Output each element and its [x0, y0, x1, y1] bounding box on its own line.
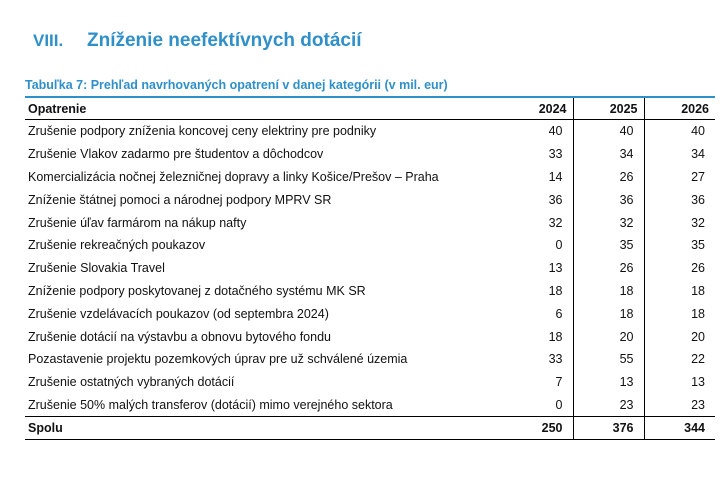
value-2026-cell: 40 — [691, 124, 705, 139]
value-2024-cell: 33 — [497, 348, 573, 371]
value-2024-cell: 0 — [497, 394, 573, 417]
value-2025-cell: 18 — [573, 280, 644, 303]
value-2024-cell: 14 — [497, 166, 573, 189]
value-2025-cell: 40 — [573, 120, 644, 143]
value-2024-cell: 32 — [497, 211, 573, 234]
column-header-2024: 2024 — [497, 98, 573, 120]
measure-cell: Zníženie podpory poskytovanej z dotačného systému MK SR — [28, 283, 366, 298]
value-2026-cell: 26 — [691, 261, 705, 276]
value-2024-cell: 40 — [497, 120, 573, 143]
column-header-measure: Opatrenie — [25, 98, 497, 120]
column-header-2025: 2025 — [573, 98, 644, 120]
table-row — [25, 211, 715, 234]
measure-cell: Pozastavenie projektu pozemkových úprav pre už schválené územia — [28, 352, 408, 367]
measure-cell: Zrušenie rekreačných poukazov — [28, 238, 206, 253]
measure-cell: Zrušenie úľav farmárom na nákup nafty — [28, 215, 247, 230]
value-2025-cell: 34 — [573, 143, 644, 166]
table-row — [25, 348, 715, 371]
table-row — [25, 257, 715, 280]
value-2026-cell: 35 — [691, 238, 705, 253]
value-2025-cell: 26 — [573, 257, 644, 280]
value-2025-cell: 23 — [573, 394, 644, 417]
value-2026-cell: 20 — [691, 329, 705, 344]
measure-cell: Zrušenie vzdelávacích poukazov (od septembra 2024) — [28, 306, 329, 321]
total-2024-cell: 250 — [497, 417, 573, 440]
table-row — [25, 166, 715, 189]
table-row — [25, 325, 715, 348]
measure-cell: Zrušenie podpory zníženia koncovej ceny elektriny pre podniky — [28, 124, 377, 139]
measure-cell: Zníženie štátnej pomoci a národnej podpory MPRV SR — [28, 192, 332, 207]
value-2025-cell: 36 — [573, 188, 644, 211]
total-2025-cell: 376 — [573, 417, 644, 440]
table-caption: Tabuľka 7: Prehľad navrhovaných opatrení v danej kategórii (v mil. eur) — [25, 78, 448, 92]
value-2026-cell: 32 — [691, 215, 705, 230]
table-row — [25, 188, 715, 211]
measure-cell: Zrušenie Vlakov zadarmo pre študentov a dôchodcov — [28, 147, 324, 162]
value-2024-cell: 6 — [497, 302, 573, 325]
value-2026-cell: 22 — [691, 352, 705, 367]
value-2024-cell: 36 — [497, 188, 573, 211]
value-2024-cell: 7 — [497, 371, 573, 394]
value-2025-cell: 18 — [573, 302, 644, 325]
table-row — [25, 280, 715, 303]
value-2026-cell: 34 — [691, 147, 705, 162]
value-2024-cell: 13 — [497, 257, 573, 280]
total-2026-cell: 344 — [644, 417, 715, 440]
table-header-row — [25, 98, 715, 120]
table-row — [25, 371, 715, 394]
measure-cell: Zrušenie dotácií na výstavbu a obnovu bytového fondu — [28, 329, 331, 344]
value-2026-cell: 36 — [691, 192, 705, 207]
section-number: VIII. — [33, 31, 64, 50]
value-2026-cell: 13 — [691, 375, 705, 390]
value-2024-cell: 18 — [497, 325, 573, 348]
table-row — [25, 143, 715, 166]
value-2025-cell: 26 — [573, 166, 644, 189]
table-row — [25, 120, 715, 143]
measures-table-container — [25, 96, 715, 440]
value-2026-cell: 23 — [691, 397, 705, 412]
value-2025-cell: 20 — [573, 325, 644, 348]
value-2024-cell: 33 — [497, 143, 573, 166]
table-row — [25, 302, 715, 325]
value-2024-cell: 0 — [497, 234, 573, 257]
measures-table — [25, 98, 715, 440]
value-2025-cell: 35 — [573, 234, 644, 257]
measure-cell: Zrušenie 50% malých transferov (dotácií) mimo verejného sektora — [28, 397, 393, 412]
table-total-row — [25, 417, 715, 440]
value-2026-cell: 18 — [691, 283, 705, 298]
total-label-cell: Spolu — [25, 417, 497, 440]
value-2026-cell: 27 — [691, 169, 705, 184]
section-header — [33, 30, 362, 58]
value-2026-cell: 18 — [691, 306, 705, 321]
measure-cell: Zrušenie Slovakia Travel — [28, 261, 165, 276]
value-2025-cell: 32 — [573, 211, 644, 234]
measure-cell: Zrušenie ostatných vybraných dotácií — [28, 375, 235, 390]
value-2025-cell: 55 — [573, 348, 644, 371]
measure-cell: Komercializácia nočnej železničnej dopravy a linky Košice/Prešov – Praha — [28, 169, 439, 184]
value-2024-cell: 18 — [497, 280, 573, 303]
column-header-2026: 2026 — [644, 98, 715, 120]
table-row — [25, 234, 715, 257]
table-row — [25, 394, 715, 417]
value-2025-cell: 13 — [573, 371, 644, 394]
section-title: Zníženie neefektívnych dotácií — [87, 30, 362, 51]
